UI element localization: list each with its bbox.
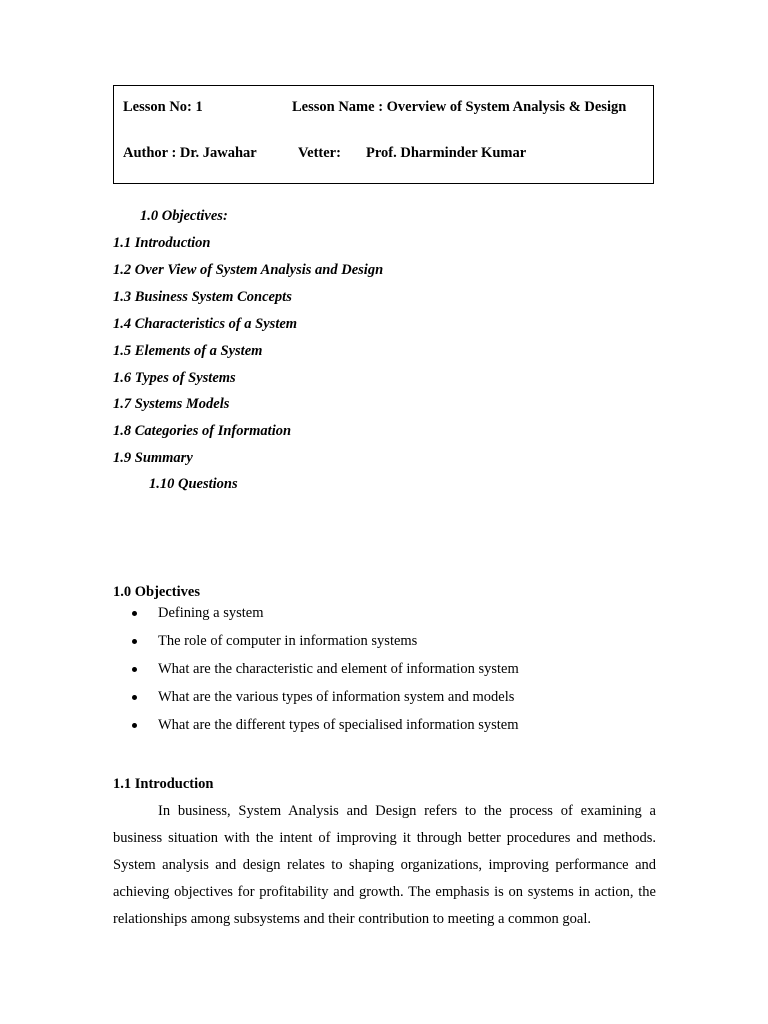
- toc-item: 1.7 Systems Models: [113, 396, 230, 412]
- list-item-text: What are the various types of information system and models: [158, 689, 515, 705]
- lesson-header-box: [113, 85, 654, 184]
- list-item-text: What are the different types of specialised information system: [158, 717, 519, 733]
- introduction-paragraph: In business, System Analysis and Design refers to the process of examining a business situation with the intent of improving it through better procedures and methods. System analysis and design relates to shaping organizations, improving performance and achieving objectives for profitability and growth. The emphasis is on systems in action, the relationships among subsystems and their contribution to meeting a common goal.: [113, 803, 656, 927]
- toc-item: 1.5 Elements of a System: [113, 343, 263, 359]
- bullet-icon: [132, 723, 137, 728]
- toc-item: 1.10 Questions: [149, 476, 238, 492]
- bullet-icon: [132, 639, 137, 644]
- list-item-text: What are the characteristic and element of information system: [158, 661, 519, 677]
- list-item-text: The role of computer in information systems: [158, 633, 418, 649]
- bullet-icon: [132, 667, 137, 672]
- toc-item: 1.6 Types of Systems: [113, 370, 236, 386]
- list-item-text: Defining a system: [158, 605, 264, 621]
- bullet-icon: [132, 611, 137, 616]
- introduction-heading: 1.1 Introduction: [113, 776, 214, 792]
- toc-item: 1.8 Categories of Information: [113, 423, 292, 439]
- lesson-name: Lesson Name : Overview of System Analysis & Design: [292, 99, 627, 115]
- toc-item: 1.9 Summary: [113, 450, 193, 466]
- toc-item: 1.0 Objectives:: [140, 208, 228, 224]
- toc-item: 1.2 Over View of System Analysis and Design: [113, 262, 384, 278]
- toc-item: 1.1 Introduction: [113, 235, 211, 251]
- toc-item: 1.3 Business System Concepts: [113, 289, 292, 305]
- objectives-heading: 1.0 Objectives: [113, 584, 200, 600]
- vetter-name: Prof. Dharminder Kumar: [366, 145, 527, 161]
- lesson-number: Lesson No: 1: [123, 99, 203, 115]
- vetter-label: Vetter:: [298, 145, 341, 161]
- author: Author : Dr. Jawahar: [123, 145, 257, 161]
- bullet-icon: [132, 695, 137, 700]
- toc-item: 1.4 Characteristics of a System: [113, 316, 298, 332]
